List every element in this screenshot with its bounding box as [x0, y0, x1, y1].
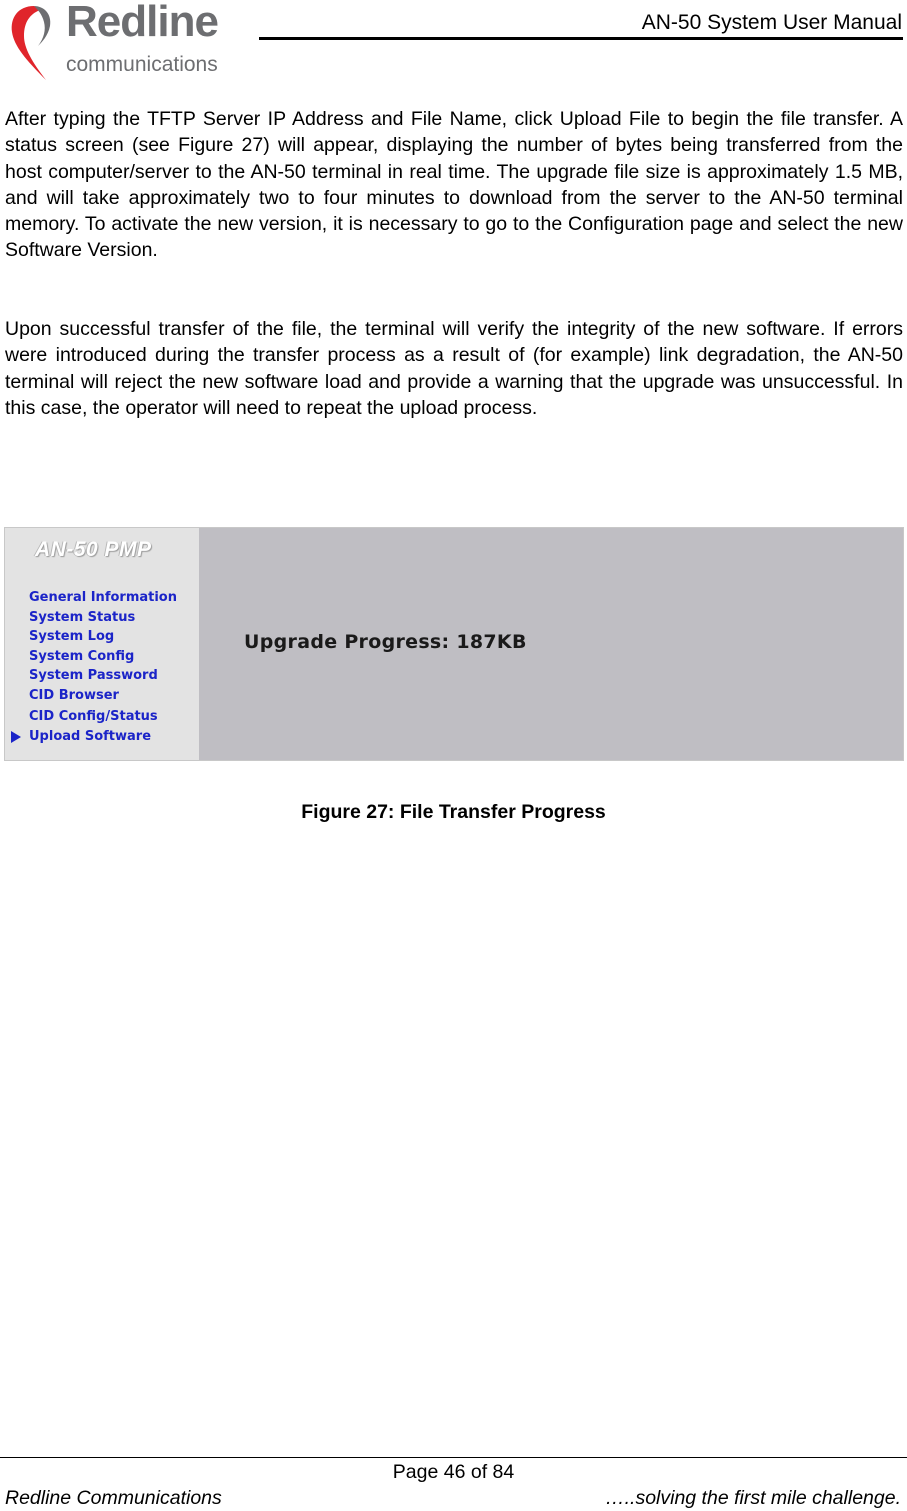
nav-link-system-password[interactable]: System Password: [29, 668, 158, 684]
nav-link-system-config[interactable]: System Config: [29, 648, 135, 664]
manual-title: AN-50 System User Manual: [641, 11, 902, 34]
selected-arrow-icon: [11, 731, 21, 743]
redline-swoosh-icon: [4, 2, 64, 86]
body-paragraph-2: Upon successful transfer of the file, the terminal will verify the integrity of the new software. If errors were introduced during the transfer process as a result of (for example) link degradation, the AN-50 terminal will reject the new software load and provide a warning that the upgrade was unsuccessful. In this case, the operator will need to repeat the upload process.: [5, 318, 903, 419]
nav-link-upload-software[interactable]: Upload Software: [29, 729, 152, 745]
nav-link-cid-browser[interactable]: CID Browser: [29, 687, 119, 703]
footer-company: Redline Communications: [5, 1487, 222, 1509]
upgrade-progress-text: Upgrade Progress: 187KB: [244, 631, 527, 653]
nav-link-cid-config-status[interactable]: CID Config/Status: [29, 708, 158, 724]
nav-link-system-log[interactable]: System Log: [29, 629, 115, 645]
figure-nav-list: [29, 588, 177, 747]
figure-sidebar: [5, 528, 199, 760]
logo-subtitle: communications: [66, 53, 218, 76]
figure-screenshot: [4, 527, 904, 761]
nav-link-system-status[interactable]: System Status: [29, 609, 136, 625]
header-divider: [259, 37, 903, 40]
redline-logo: [4, 2, 256, 86]
logo-wordmark: Redline: [66, 0, 218, 46]
body-paragraph-1: After typing the TFTP Server IP Address and File Name, click Upload File to begin the file transfer. A status screen (see Figure 27) will appear, displaying the number of bytes being transferred from the host computer/server to the AN-50 terminal in real time. The upgrade file size is approximately 1.5 MB, and will take approximately two to four minutes to download from the server to the AN-50 terminal memory. To activate the new version, it is necessary to go to the Configuration page and select the new Software Version.: [5, 108, 903, 262]
footer-tagline: …..solving the first mile challenge.: [605, 1487, 901, 1509]
figure-sidebar-title: AN-50 PMP: [35, 538, 152, 561]
nav-link-general-information[interactable]: General Information: [29, 590, 177, 605]
figure-caption: Figure 27: File Transfer Progress: [301, 801, 606, 823]
footer-divider: [0, 1457, 907, 1458]
page-number: Page 46 of 84: [392, 1461, 515, 1483]
